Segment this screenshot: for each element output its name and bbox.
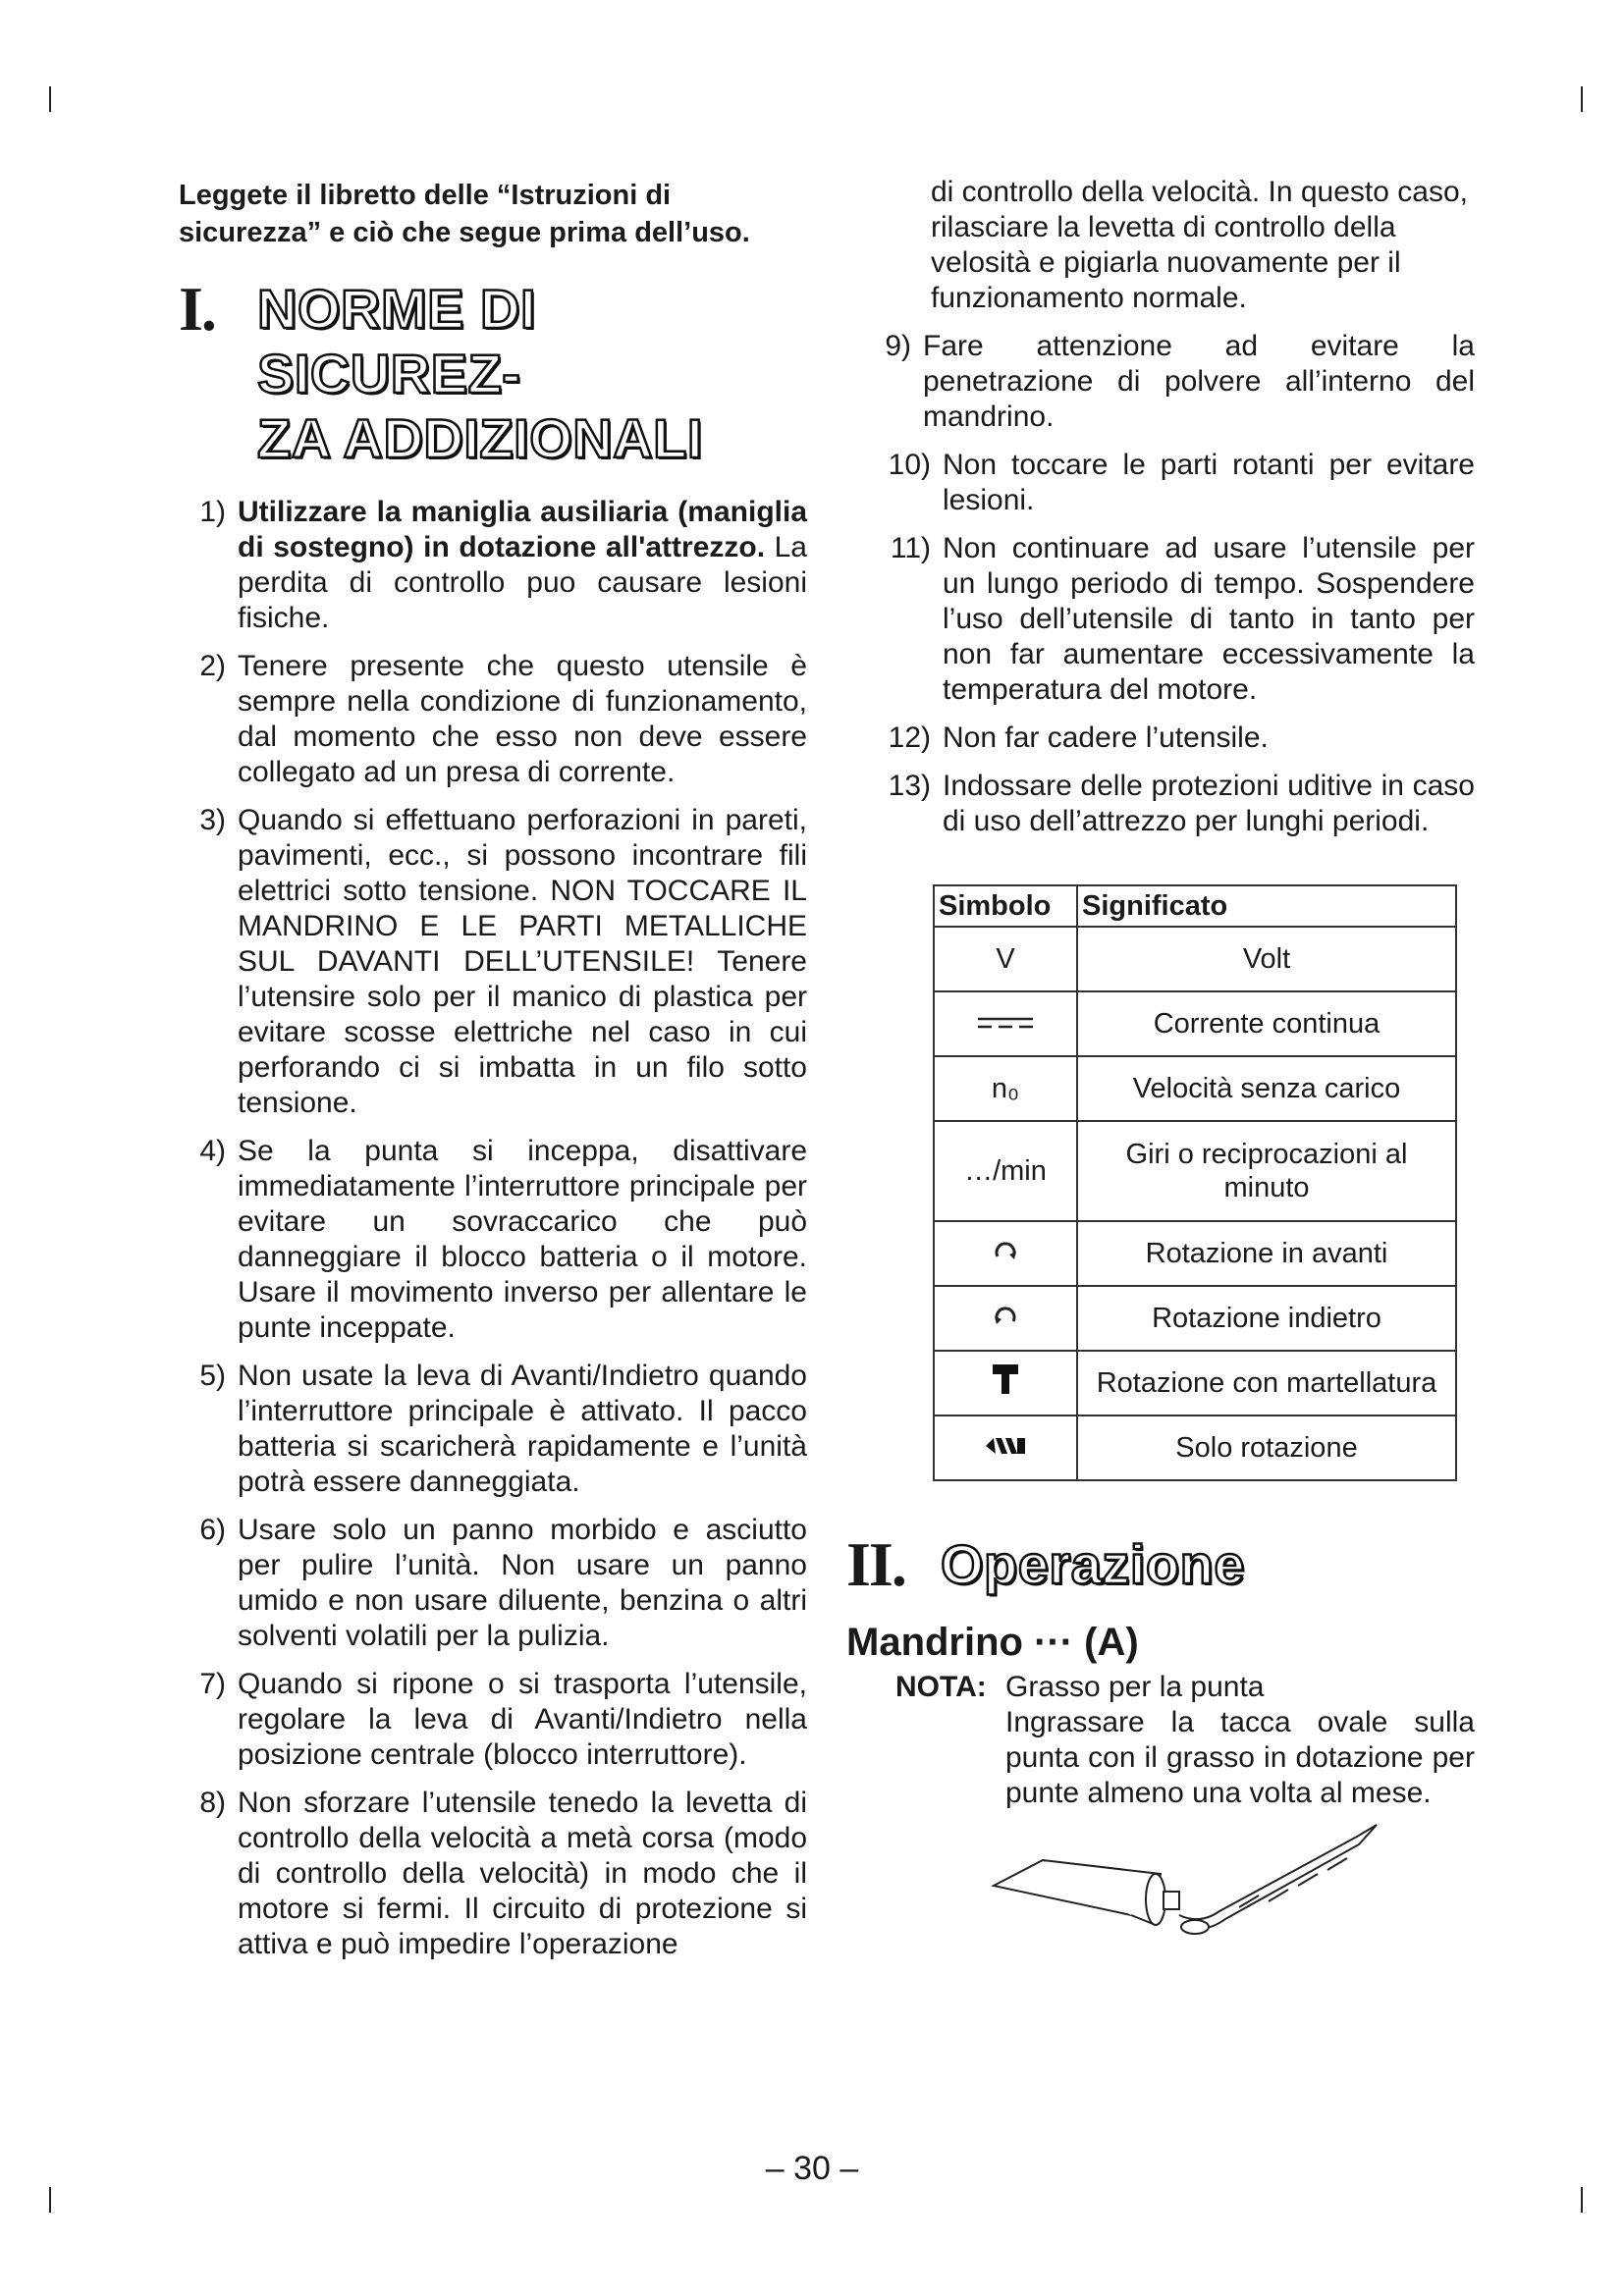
rule-text: Non toccare le parti rotanti per evitare lesioni. bbox=[943, 449, 1475, 516]
meaning-cell: Velocità senza carico bbox=[1077, 1056, 1456, 1121]
reverse-rotation-icon bbox=[993, 1302, 1018, 1327]
list-item bbox=[179, 495, 807, 636]
rule-number: 11) bbox=[890, 532, 931, 564]
meaning-cell: Volt bbox=[1077, 927, 1456, 991]
chuck-heading: Mandrino ··· (A) bbox=[846, 1621, 1139, 1664]
symbol-cell bbox=[934, 1415, 1077, 1480]
list-item bbox=[179, 803, 807, 1121]
table-row bbox=[934, 1415, 1456, 1480]
list-item bbox=[179, 1513, 807, 1654]
grease-tube-illustration bbox=[964, 1817, 1435, 1954]
rule-text: Quando si effettuano perforazioni in pareti, pavimenti, ecc., si possono incontrare fili elettrici sotto tensione. NON TOCCARE IL MANDRINO E LE PARTI METALLICHE SUL DAVANTI DELL’UTENSILE! Tenere l’utensire solo per il manico di plastica per evitare scosse elettriche nel caso in cui perforando ci si imbatta in un filo sotto tensione. bbox=[238, 804, 807, 1119]
safety-rules-list bbox=[179, 495, 807, 1962]
meaning-cell: Giri o reciprocazioni al minuto bbox=[1077, 1121, 1456, 1221]
symbol-table bbox=[933, 884, 1457, 1481]
section-2-heading bbox=[846, 1529, 1475, 1599]
right-column bbox=[846, 175, 1475, 1954]
rule-number: 2) bbox=[199, 650, 226, 682]
list-item bbox=[846, 769, 1475, 839]
rule-text: Indossare delle protezioni uditive in caso di uso dell’attrezzo per lunghi periodi. bbox=[943, 770, 1475, 837]
note-body: Ingrassare la tacca ovale sulla punta con il grasso in dotazione per punte almeno una volta al mese. bbox=[1005, 1706, 1475, 1809]
symbol-cell bbox=[934, 1221, 1077, 1286]
table-row bbox=[934, 1351, 1456, 1415]
section-1-title-line1: NORME DI SICUREZ- bbox=[257, 278, 536, 404]
rule-text: Se la punta si inceppa, disattivare immediatamente l’interruttore principale per evitare un sovraccarico che può danneggiare il blocco batteria o il motore. Usare il movimento inverso per allentare le punte inceppate. bbox=[238, 1135, 807, 1344]
rule-text: Non far cadere l’utensile. bbox=[943, 721, 1269, 754]
rule-number: 12) bbox=[888, 721, 931, 754]
table-row bbox=[934, 927, 1456, 991]
symbol-cell: V bbox=[934, 927, 1077, 991]
rule-8-continued: di controllo della velocità. In questo caso, rilasciare la levetta di controllo della velosità e pigiarla nuovamente per il funzionamento normale. bbox=[931, 176, 1468, 314]
list-item bbox=[179, 1786, 807, 1962]
section-1-title bbox=[257, 277, 807, 471]
rule-number: 10) bbox=[888, 449, 931, 481]
drill-bit-icon bbox=[984, 1435, 1027, 1457]
dc-current-icon bbox=[976, 1013, 1035, 1033]
table-row bbox=[934, 1121, 1456, 1221]
list-item bbox=[179, 1359, 807, 1500]
crop-mark bbox=[1581, 2187, 1583, 2213]
meaning-cell: Corrente continua bbox=[1077, 991, 1456, 1056]
crop-mark bbox=[49, 86, 51, 112]
rule-text: Quando si ripone o si trasporta l’utensile, regolare la leva di Avanti/Indietro nella posizione centrale (blocco interruttore). bbox=[238, 1668, 807, 1771]
meaning-cell: Rotazione indietro bbox=[1077, 1286, 1456, 1351]
table-row bbox=[934, 1221, 1456, 1286]
rule-text: Usare solo un panno morbido e asciutto per pulire l’unità. Non usare un panno umido e non usare diluente, benzina o altri solventi volatili per la pulizia. bbox=[238, 1514, 807, 1652]
section-1-number: I. bbox=[179, 274, 215, 344]
rule-number: 8) bbox=[199, 1787, 226, 1819]
section-2-title: Operazione bbox=[941, 1533, 1245, 1595]
rule-text: Non sforzare l’utensile tenedo la levetta di controllo della velocità a metà corsa (modo di controllo della velocità) in modo che il motore si fermi. Il circuito di protezione si attiva e può impedire l’operazione bbox=[238, 1787, 807, 1960]
left-column bbox=[179, 177, 807, 1975]
section-1-title-line2: ZA ADDIZIONALI bbox=[257, 407, 703, 469]
note-line bbox=[846, 1670, 1475, 1705]
header-symbol: Simbolo bbox=[934, 885, 1077, 927]
crop-mark bbox=[49, 2187, 51, 2213]
rule-number: 7) bbox=[199, 1668, 226, 1700]
safety-rules-list-continued bbox=[846, 329, 1475, 839]
rule-number: 6) bbox=[199, 1514, 226, 1546]
rule-text: Non usate la leva di Avanti/Indietro quando l’interruttore principale è attivato. Il pacco batteria si scaricherà rapidamente e l’unità potrà essere danneggiata. bbox=[238, 1360, 807, 1498]
crop-mark bbox=[1581, 86, 1583, 112]
list-item bbox=[179, 1134, 807, 1346]
list-item bbox=[846, 721, 1475, 756]
table-header-row bbox=[934, 885, 1456, 927]
forward-rotation-icon bbox=[993, 1237, 1018, 1262]
list-item bbox=[179, 1667, 807, 1773]
symbol-cell: …/min bbox=[934, 1121, 1077, 1221]
table-row bbox=[934, 1286, 1456, 1351]
rule-text: Non continuare ad usare l’utensile per un lungo periodo di tempo. Sospendere l’uso dell’utensile di tanto in tanto per non far aumentare eccessivamente la temperatura del motore. bbox=[943, 532, 1475, 706]
intro-note: Leggete il libretto delle “Istruzioni di sicurezza” e ciò che segue prima dell’uso. bbox=[179, 180, 750, 248]
rule-number: 13) bbox=[888, 770, 931, 802]
rule-text: Tenere presente che questo utensile è sempre nella condizione di funzionamento, dal momento che esso non deve essere collegato ad un presa di corrente. bbox=[238, 650, 807, 788]
list-item bbox=[179, 649, 807, 790]
list-item bbox=[846, 531, 1475, 708]
rule-number: 3) bbox=[199, 804, 226, 836]
rule-text: Fare attenzione ad evitare la penetrazione di polvere all’interno del mandrino. bbox=[923, 330, 1475, 433]
hammer-icon bbox=[991, 1362, 1020, 1396]
list-item bbox=[846, 448, 1475, 518]
rule-plain-text: La perdita di controllo puo causare lesioni fisiche. bbox=[238, 531, 807, 634]
rule-number: 5) bbox=[199, 1360, 226, 1392]
symbol-cell bbox=[934, 991, 1077, 1056]
header-meaning: Significato bbox=[1077, 885, 1456, 927]
note-title: Grasso per la punta bbox=[1005, 1671, 1265, 1703]
meaning-cell: Solo rotazione bbox=[1077, 1415, 1456, 1480]
note-label: NOTA: bbox=[895, 1671, 987, 1703]
meaning-cell: Rotazione con martellatura bbox=[1077, 1351, 1456, 1415]
meaning-cell: Rotazione in avanti bbox=[1077, 1221, 1456, 1286]
section-1-heading bbox=[179, 274, 807, 471]
rule-text bbox=[238, 495, 807, 636]
table-row bbox=[934, 1056, 1456, 1121]
rule-number: 9) bbox=[885, 330, 911, 362]
symbol-cell bbox=[934, 1351, 1077, 1415]
page-number: – 30 – bbox=[765, 2150, 859, 2187]
list-item bbox=[846, 329, 1475, 435]
rule-number: 1) bbox=[199, 496, 226, 528]
symbol-cell: n₀ bbox=[934, 1056, 1077, 1121]
symbol-cell bbox=[934, 1286, 1077, 1351]
rule-number: 4) bbox=[199, 1135, 226, 1167]
table-row bbox=[934, 991, 1456, 1056]
rule-bold-text: Utilizzare la maniglia ausiliaria (maniglia di sostegno) in dotazione all'attrezzo. bbox=[238, 496, 807, 563]
section-2-number: II. bbox=[846, 1529, 905, 1599]
